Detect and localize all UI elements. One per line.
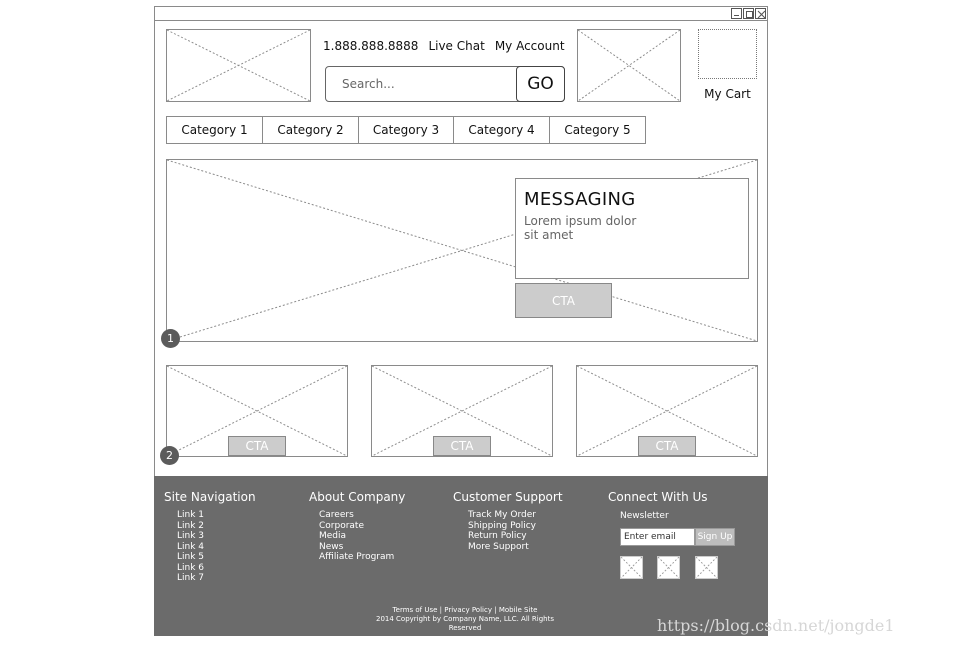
maximize-icon[interactable]: [743, 8, 754, 19]
footer-link[interactable]: Link 6: [177, 562, 205, 573]
search-go-button[interactable]: GO: [516, 66, 565, 102]
promo-cta-button-2[interactable]: CTA: [433, 436, 491, 456]
footer-col-about-company: [309, 490, 405, 563]
category-tab-1[interactable]: Category 1: [166, 116, 263, 144]
utility-links: [323, 39, 575, 53]
watermark: https://blog.csdn.net/jongde1: [657, 616, 895, 635]
window-controls: [731, 8, 766, 19]
newsletter-signup-button[interactable]: Sign Up: [695, 528, 735, 546]
footer-link[interactable]: Careers: [319, 510, 354, 520]
footer-col-site-navigation: [164, 490, 256, 584]
social-icon-2[interactable]: [657, 556, 680, 579]
promo-badge: 2: [160, 446, 179, 465]
copyright-text: 2014 Copyright by Company Name, LLC. All Rights Reserved: [375, 615, 555, 632]
legal-separator: |: [439, 606, 443, 614]
search-input[interactable]: [334, 73, 514, 95]
newsletter-label: Newsletter: [620, 511, 669, 521]
promo-cta-button-3[interactable]: CTA: [638, 436, 696, 456]
footer-link[interactable]: Media: [319, 531, 347, 541]
footer-link[interactable]: Link 4: [177, 541, 205, 552]
hero-message-box: [515, 178, 749, 279]
legal-bar: [364, 606, 566, 633]
category-tab-4[interactable]: Category 4: [453, 116, 550, 144]
cart-icon[interactable]: [698, 29, 757, 79]
header-ad-placeholder: [577, 29, 681, 102]
footer-link[interactable]: Affiliate Program: [319, 552, 395, 562]
legal-separator: |: [494, 606, 497, 614]
category-nav: [166, 116, 646, 144]
social-icon-1[interactable]: [620, 556, 643, 579]
footer-link[interactable]: News: [319, 541, 344, 552]
promo-cta-button-1[interactable]: CTA: [228, 436, 286, 456]
footer-col-connect: [608, 490, 708, 504]
footer: [154, 476, 768, 636]
mobile-site-link[interactable]: Mobile Site: [498, 606, 538, 614]
footer-link[interactable]: Corporate: [319, 520, 364, 531]
footer-link[interactable]: Link 2: [177, 520, 205, 531]
hero-cta-button[interactable]: CTA: [515, 283, 612, 318]
privacy-link[interactable]: Privacy Policy: [444, 606, 492, 614]
title-bar: [155, 7, 767, 21]
live-chat-link[interactable]: Live Chat: [428, 39, 485, 53]
minimize-icon[interactable]: [731, 8, 742, 19]
footer-link[interactable]: Link 7: [177, 573, 205, 583]
social-icon-3[interactable]: [695, 556, 718, 579]
footer-link[interactable]: Track My Order: [468, 510, 536, 520]
footer-heading: Connect With Us: [608, 490, 708, 504]
footer-heading: Customer Support: [453, 490, 563, 504]
my-account-link[interactable]: My Account: [494, 39, 565, 53]
footer-heading: Site Navigation: [164, 490, 256, 504]
terms-link[interactable]: Terms of Use: [392, 606, 438, 614]
category-tab-3[interactable]: Category 3: [358, 116, 454, 144]
footer-link[interactable]: Link 1: [177, 510, 205, 520]
footer-link[interactable]: More Support: [468, 541, 529, 552]
hero-body: Lorem ipsum dolor sit amet: [524, 214, 637, 242]
newsletter-email-input[interactable]: [620, 528, 695, 546]
footer-link[interactable]: Link 3: [177, 531, 205, 541]
footer-col-customer-support: [453, 490, 563, 552]
phone-number: 1.888.888.8888: [323, 39, 419, 53]
hero-badge: 1: [161, 329, 180, 348]
category-tab-5[interactable]: Category 5: [549, 116, 646, 144]
footer-link[interactable]: Return Policy: [468, 531, 527, 541]
footer-link[interactable]: Link 5: [177, 552, 205, 562]
my-cart-link[interactable]: My Cart: [704, 87, 751, 101]
footer-heading: About Company: [309, 490, 406, 504]
logo-placeholder[interactable]: [166, 29, 311, 102]
footer-link[interactable]: Shipping Policy: [468, 520, 537, 531]
hero-title: MESSAGING: [524, 189, 636, 210]
category-tab-2[interactable]: Category 2: [262, 116, 359, 144]
close-icon[interactable]: [755, 8, 766, 19]
